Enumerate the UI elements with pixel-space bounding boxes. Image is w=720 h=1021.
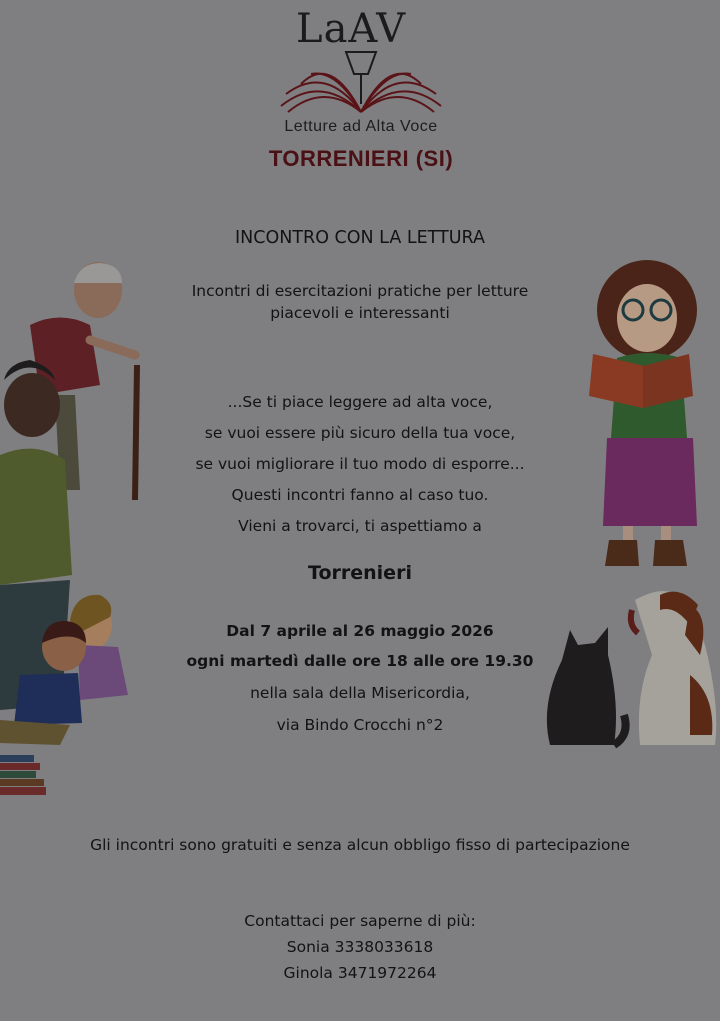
- quote-line: ...Se ti piace leggere ad alta voce,: [227, 393, 493, 411]
- cat-dog-illustration: [540, 585, 720, 770]
- contact-line: Ginola 3471972264: [283, 964, 437, 982]
- page-title: INCONTRO CON LA LETTURA: [235, 228, 485, 248]
- place-name: Torrenieri: [308, 562, 412, 584]
- quote-line: Vieni a trovarci, ti aspettiamo a: [238, 517, 482, 535]
- intro-line: piacevoli e interessanti: [270, 304, 450, 322]
- schedule: ogni martedì dalle ore 18 alle ore 19.30: [186, 652, 534, 670]
- intro-line: Incontri di esercitazioni pratiche per letture: [191, 282, 529, 300]
- logo-laav: [256, 4, 466, 171]
- venue: nella sala della Misericordia,: [250, 684, 470, 702]
- intro-text: [120, 280, 600, 324]
- quote-line: se vuoi essere più sicuro della tua voce,: [204, 424, 516, 442]
- free-note: Gli incontri sono gratuiti e senza alcun obbligo fisso di partecipazione: [90, 836, 630, 854]
- logo-brand: LaAV: [296, 6, 407, 52]
- logo-subtitle: Letture ad Alta Voce: [284, 118, 438, 135]
- address: via Bindo Crocchi n°2: [276, 716, 444, 734]
- reading-woman-illustration: [585, 258, 720, 573]
- contact-line: Sonia 3338033618: [286, 938, 434, 956]
- quote-line: Questi incontri fanno al caso tuo.: [231, 486, 489, 504]
- date-range: Dal 7 aprile al 26 maggio 2026: [226, 622, 494, 640]
- logo-location: TORRENIERI (SI): [268, 146, 454, 171]
- contact-block: [120, 908, 600, 986]
- open-book-megaphone-icon: [276, 44, 446, 118]
- quote-line: se vuoi migliorare il tuo modo di esporre...: [195, 455, 525, 473]
- contact-heading: Contattaci per saperne di più:: [244, 912, 476, 930]
